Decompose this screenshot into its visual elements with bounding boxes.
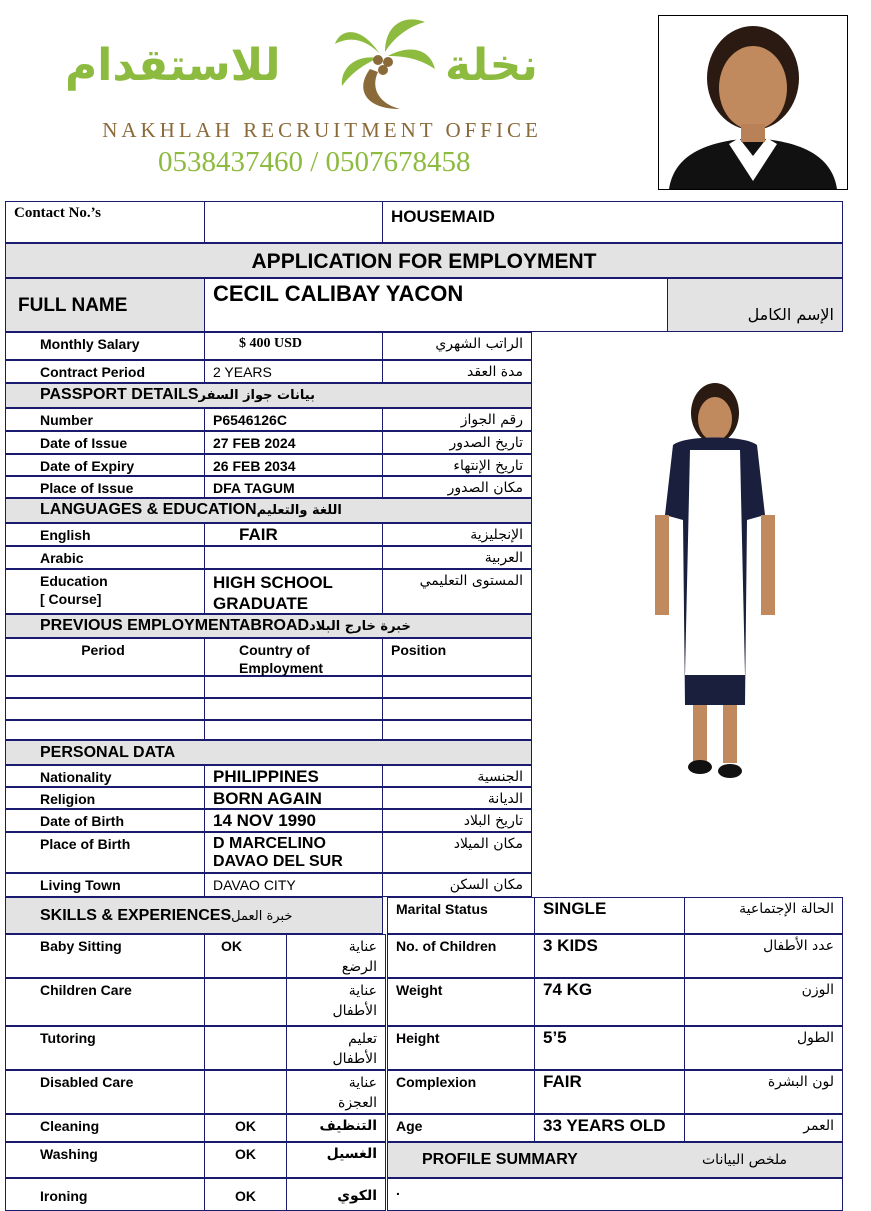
skill-label-ar: الغسيل [286, 1142, 386, 1178]
arabic-value [204, 546, 383, 569]
palm-logo-icon [330, 14, 440, 114]
age-label: Age [387, 1114, 535, 1142]
employment-cell [204, 720, 383, 740]
personal-data-header: PERSONAL DATA [5, 740, 532, 765]
dob-label-ar: تاريخ البلاد [382, 809, 532, 832]
employment-row [5, 698, 205, 720]
full-name-label: FULL NAME [5, 278, 205, 332]
issue-date-label-ar: تاريخ الصدور [382, 431, 532, 454]
pob-label-ar: مكان الميلاد [382, 832, 532, 873]
skill-label-ar: تعليم الأطفال [286, 1026, 386, 1070]
arabic-label: Arabic [5, 546, 205, 569]
employment-cell [382, 698, 532, 720]
expiry-date-label-ar: تاريخ الإنتهاء [382, 454, 532, 476]
marital-label-ar: الحالة الإجتماعية [684, 897, 843, 934]
full-name-label-ar: الإسم الكامل [667, 278, 843, 332]
skill-value: OK [204, 934, 287, 978]
salary-label-ar: الراتب الشهري [382, 332, 532, 360]
age-value: 33 YEARS OLD [534, 1114, 685, 1142]
employment-cell [382, 676, 532, 698]
arabic-label-ar: العربية [382, 546, 532, 569]
religion-label: Religion [5, 787, 205, 809]
previous-employment-header: PREVIOUS EMPLOYMENTABROADخبرة خارج البلاد [5, 614, 532, 638]
height-label-ar: الطول [684, 1026, 843, 1070]
skill-label: Children Care [5, 978, 205, 1026]
skill-value: OK [204, 1114, 287, 1142]
skill-label: Ironing [5, 1178, 205, 1211]
issue-place-label: Place of Issue [5, 476, 205, 498]
skill-value [204, 1026, 287, 1070]
children-label-ar: عدد الأطفال [684, 934, 843, 978]
religion-label-ar: الديانة [382, 787, 532, 809]
pob-value: D MARCELINO DAVAO DEL SUR [204, 832, 383, 873]
logo-arabic-right: نخلة [445, 40, 538, 91]
passport-number-label-ar: رقم الجواز [382, 408, 532, 431]
living-town-value: DAVAO CITY [204, 873, 383, 897]
issue-place-value: DFA TAGUM [204, 476, 383, 498]
skill-value [204, 1070, 287, 1114]
expiry-date-label: Date of Expiry [5, 454, 205, 476]
languages-header: LANGUAGES & EDUCATIONاللغة والتعليم [5, 498, 532, 523]
col-country: Country of Employment [204, 638, 383, 676]
expiry-date-value: 26 FEB 2034 [204, 454, 383, 476]
skill-value: OK [204, 1142, 287, 1178]
skill-label-ar: الكوي [286, 1178, 386, 1211]
contact-label: Contact No.’s [5, 201, 205, 243]
contract-label: Contract Period [5, 360, 205, 383]
employment-cell [382, 720, 532, 740]
skill-label: Washing [5, 1142, 205, 1178]
employment-cell [204, 698, 383, 720]
skill-value [204, 978, 287, 1026]
education-value: HIGH SCHOOL GRADUATE [204, 569, 383, 614]
weight-label: Weight [387, 978, 535, 1026]
skill-label-ar: عناية الرضع [286, 934, 386, 978]
contract-label-ar: مدة العقد [382, 360, 532, 383]
contact-value [204, 201, 383, 243]
children-value: 3 KIDS [534, 934, 685, 978]
salary-value: $ 400 USD [204, 332, 383, 360]
marital-label: Marital Status [387, 897, 535, 934]
living-town-label: Living Town [5, 873, 205, 897]
full-name-value: CECIL CALIBAY YACON [204, 278, 668, 332]
position-applied: HOUSEMAID [382, 201, 843, 243]
employment-row [5, 676, 205, 698]
skill-label-ar: عناية الأطفال [286, 978, 386, 1026]
portrait-photo [658, 15, 848, 190]
english-label-ar: الإنجليزية [382, 523, 532, 546]
marital-value: SINGLE [534, 897, 685, 934]
complexion-value: FAIR [534, 1070, 685, 1114]
height-label: Height [387, 1026, 535, 1070]
phone-numbers: 0538437460 / 0507678458 [158, 146, 471, 178]
skill-label: Cleaning [5, 1114, 205, 1142]
children-label: No. of Children [387, 934, 535, 978]
nationality-value: PHILIPPINES [204, 765, 383, 787]
complexion-label: Complexion [387, 1070, 535, 1114]
nationality-label-ar: الجنسية [382, 765, 532, 787]
issue-place-label-ar: مكان الصدور [382, 476, 532, 498]
skills-header: SKILLS & EXPERIENCESخبرة العمل [5, 897, 383, 934]
living-town-label-ar: مكان السكن [382, 873, 532, 897]
logo-arabic-left: للاستقدام [65, 40, 281, 91]
passport-number-label: Number [5, 408, 205, 431]
issue-date-label: Date of Issue [5, 431, 205, 454]
height-value: 5’5 [534, 1026, 685, 1070]
passport-number-value: P6546126C [204, 408, 383, 431]
employment-cell [204, 676, 383, 698]
english-label: English [5, 523, 205, 546]
weight-label-ar: الوزن [684, 978, 843, 1026]
profile-summary-header: PROFILE SUMMARY ملخص البيانات [387, 1142, 843, 1178]
skill-label: Baby Sitting [5, 934, 205, 978]
passport-header: PASSPORT DETAILSبيانات جواز السفر [5, 383, 532, 408]
pob-label: Place of Birth [5, 832, 205, 873]
profile-summary-text: . [387, 1178, 843, 1211]
office-name: NAKHLAH RECRUITMENT OFFICE [102, 118, 542, 142]
skill-label-ar: التنظيف [286, 1114, 386, 1142]
employment-row [5, 720, 205, 740]
religion-value: BORN AGAIN [204, 787, 383, 809]
skill-label-ar: عناية العجزة [286, 1070, 386, 1114]
issue-date-value: 27 FEB 2024 [204, 431, 383, 454]
full-body-photo [645, 375, 785, 785]
skill-label: Tutoring [5, 1026, 205, 1070]
education-label: Education [ Course] [5, 569, 205, 614]
weight-value: 74 KG [534, 978, 685, 1026]
salary-label: Monthly Salary [5, 332, 205, 360]
skill-label: Disabled Care [5, 1070, 205, 1114]
form-title: APPLICATION FOR EMPLOYMENT [5, 243, 843, 278]
nationality-label: Nationality [5, 765, 205, 787]
contract-value: 2 YEARS [204, 360, 383, 383]
dob-label: Date of Birth [5, 809, 205, 832]
complexion-label-ar: لون البشرة [684, 1070, 843, 1114]
skill-value: OK [204, 1178, 287, 1211]
dob-value: 14 NOV 1990 [204, 809, 383, 832]
education-label-ar: المستوى التعليمي [382, 569, 532, 614]
age-label-ar: العمر [684, 1114, 843, 1142]
english-value: FAIR [204, 523, 383, 546]
col-position: Position [382, 638, 532, 676]
col-period: Period [5, 638, 205, 676]
